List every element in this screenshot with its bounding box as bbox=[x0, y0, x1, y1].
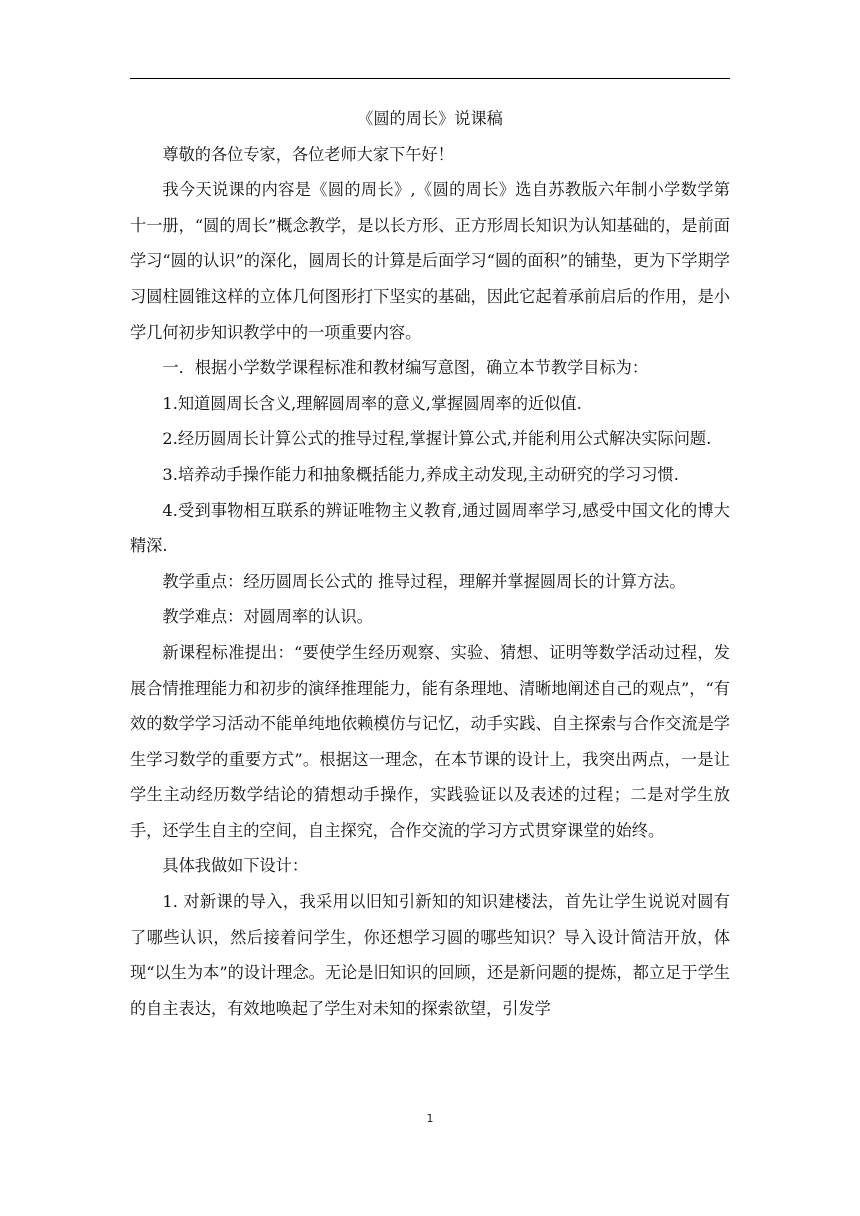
paragraph-goal-1: 1.知道圆周长含义,理解圆周率的意义,掌握圆周率的近似值. bbox=[162, 393, 582, 413]
paragraph-design-1: 1. 对新课的导入，我采用以旧知引新知的知识建楼法，首先让学生说说对圆有了哪些认识，然后接着问学生，你还想学习圆的哪些知识？导入设计简洁开放，体现“以生为本”的设计理念。无论是旧知识的回顾，还是新问题的提炼，都立足于学生的自主表达，有效地唤起了学生对未知的探索欲望，引发学 bbox=[130, 892, 730, 1018]
page-number: 1 bbox=[426, 1112, 434, 1125]
paragraph-goal-4: 4.受到事物相互联系的辨证唯物主义教育,通过圆周率学习,感受中国文化的博大精深. bbox=[130, 500, 730, 556]
paragraph-goals-heading: 一．根据小学数学课程标准和教材编写意图，确立本节教学目标为： bbox=[162, 358, 649, 378]
paragraph-curriculum-standard: 新课程标准提出：“要使学生经历观察、实验、猜想、证明等数学活动过程，发展合情推理能力和初步的演绎推理能力，能有条理地、清晰地阐述自己的观点”，“有效的数学学习活动不能单纯地依赖模仿与记忆，动手实践、自主探索与合作交流是学生学习数学的重要方式”。根据这一理念，在本节课的设计上，我突出两点，一是让学生主动经历数学结论的猜想动手操作，实践验证以及表述的过程；二是对学生放手，还学生自主的空间，自主探究，合作交流的学习方式贯穿课堂的始终。 bbox=[130, 642, 730, 840]
paragraph-greeting: 尊敬的各位专家，各位老师大家下午好！ bbox=[162, 144, 454, 164]
paragraph-goal-3: 3.培养动手操作能力和抽象概括能力,养成主动发现,主动研究的学习习惯. bbox=[162, 464, 679, 484]
paragraph-key-point: 教学重点：经历圆周长公式的 推导过程，理解并掌握圆周长的计算方法。 bbox=[162, 571, 686, 591]
paragraph-goal-2: 2.经历圆周长计算公式的推导过程,掌握计算公式,并能利用公式解决实际问题. bbox=[162, 429, 712, 449]
paragraph-intro: 我今天说课的内容是《圆的周长》,《圆的周长》选自苏教版六年制小学数学第十一册，“圆的周长”概念教学，是以长方形、正方形周长知识为认知基础的，是前面学习“圆的认识”的深化，圆周长的计算是后面学习“圆的面积”的铺垫，更为下学期学习圆柱圆锥这样的立体几何图形打下坚实的基础，因此它起着承前启后的作用，是小学几何初步知识教学中的一项重要内容。 bbox=[130, 180, 730, 342]
document-body bbox=[130, 101, 730, 1026]
header-rule bbox=[130, 78, 730, 79]
paragraph-design-heading: 具体我做如下设计： bbox=[162, 856, 309, 876]
paragraph-difficulty: 教学难点：对圆周率的认识。 bbox=[162, 607, 373, 627]
document-title: 《圆的周长》说课稿 bbox=[357, 109, 503, 128]
